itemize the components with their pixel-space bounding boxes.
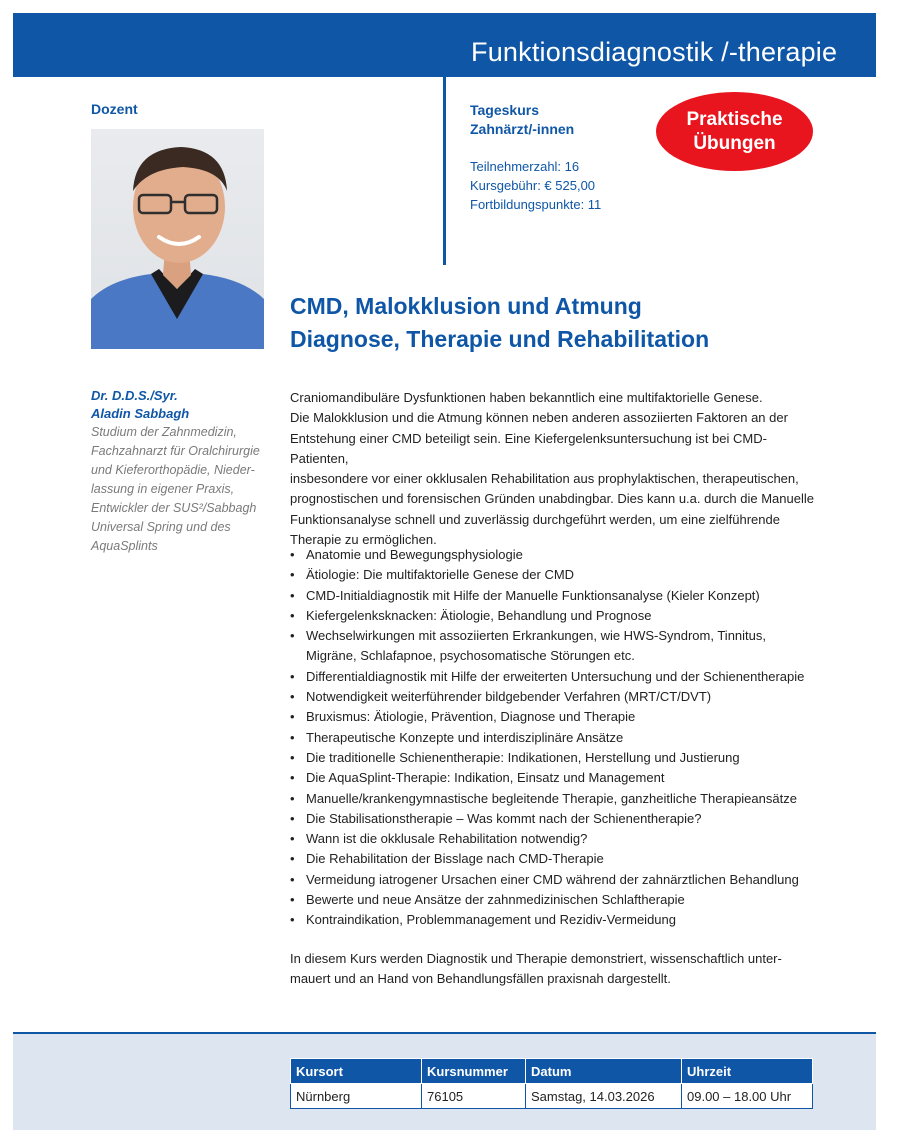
flyer-page <box>13 13 876 1130</box>
cell-date: Samstag, 14.03.2026 <box>526 1084 682 1109</box>
participants: Teilnehmerzahl: 16 <box>470 159 580 174</box>
instructor-block <box>91 387 271 556</box>
intro-line: prognostischen und forensischen Gründen unabdingbar. Dies kann u.a. durch die Manuelle <box>290 491 814 507</box>
course-fee: Kursgebühr: € 525,00 <box>470 178 596 193</box>
topic-item: • Manuelle/krankengymnastische begleitende Therapie, ganzheitliche Therapieansätze <box>290 789 820 809</box>
instructor-name-line2: Aladin Sabbagh <box>91 406 190 421</box>
schedule-header-row <box>291 1059 813 1084</box>
header-kursort: Kursort <box>291 1059 422 1084</box>
course-type-line1: Tageskurs <box>470 102 539 118</box>
header-uhrzeit: Uhrzeit <box>682 1059 813 1084</box>
course-info <box>470 157 601 214</box>
outro-line: mauert und an Hand von Behandlungsfällen praxisnah dargestellt. <box>290 971 671 987</box>
intro-line: insbesondere vor einer okklusalen Rehabilitation aus prophylaktischen, therapeutischen, <box>290 471 799 487</box>
topic-item: • Notwendigkeit weiterführender bildgebender Verfahren (MRT/CT/DVT) <box>290 687 820 707</box>
topic-item: • Ätiologie: Die multifaktorielle Genese der CMD <box>290 565 820 585</box>
topic-item: • Kontraindikation, Problemmanagement und Rezidiv-Vermeidung <box>290 910 820 930</box>
topic-item: • Anatomie und Bewegungsphysiologie <box>290 545 820 565</box>
training-points: Fortbildungspunkte: 11 <box>470 197 602 212</box>
schedule-table <box>290 1058 813 1109</box>
course-type <box>470 101 574 139</box>
topic-item: • CMD-Initialdiagnostik mit Hilfe der Manuelle Funktionsanalyse (Kieler Konzept) <box>290 586 820 606</box>
header-kursnummer: Kursnummer <box>422 1059 526 1084</box>
topic-item: • Wann ist die okklusale Rehabilitation notwendig? <box>290 829 820 849</box>
table-row <box>291 1084 813 1109</box>
bio-line: und Kieferorthopädie, Nieder- <box>91 463 255 477</box>
intro-line: Die Malokklusion und die Atmung können neben anderen assoziierten Faktoren an der <box>290 410 788 426</box>
intro-line: Craniomandibuläre Dysfunktionen haben bekanntlich eine multifaktorielle Genese. <box>290 390 763 405</box>
intro-line: Funktionsanalyse schnell und zuverlässig durchgeführt werden, um eine zielführende <box>290 511 780 527</box>
portrait-illustration <box>91 129 264 349</box>
course-type-line2: Zahnärzt/-innen <box>470 121 575 137</box>
cell-course-number: 76105 <box>422 1084 526 1109</box>
dozent-label: Dozent <box>91 101 138 117</box>
topic-continuation: Migräne, Schlafapnoe, psychosomatische Störungen etc. <box>306 648 635 664</box>
topic-item: • Die traditionelle Schienentherapie: Indikationen, Herstellung und Justierung <box>290 748 820 768</box>
badge-line2: Übungen <box>693 132 776 154</box>
topic-item: • Differentialdiagnostik mit Hilfe der erweiterten Untersuchung und der Schienentherapie <box>290 667 820 687</box>
cell-time: 09.00 – 18.00 Uhr <box>682 1084 813 1109</box>
topic-item: • Therapeutische Konzepte und interdisziplinäre Ansätze <box>290 728 820 748</box>
outro-line: In diesem Kurs werden Diagnostik und Therapie demonstriert, wissenschaftlich unter- <box>290 951 782 966</box>
instructor-name-line1: Dr. D.D.S./Syr. <box>91 388 178 403</box>
bio-line: Studium der Zahnmedizin, <box>91 425 237 439</box>
intro-paragraph <box>290 388 820 550</box>
topic-item: • Vermeidung iatrogener Ursachen einer CMD während der zahnärztlichen Behandlung <box>290 870 820 890</box>
topic-item: • Kiefergelenksknacken: Ätiologie, Behandlung und Prognose <box>290 606 820 626</box>
bio-line: AquaSplints <box>91 539 158 553</box>
header-divider <box>443 13 446 265</box>
intro-line: Entstehung einer CMD beteiligt sein. Eine Kiefergelenksuntersuchung ist bei CMD-Patienten, <box>290 430 767 466</box>
outro-paragraph <box>290 949 820 990</box>
header-datum: Datum <box>526 1059 682 1084</box>
instructor-bio <box>91 423 271 556</box>
topic-list <box>290 545 820 931</box>
topic-item: • Wechselwirkungen mit assoziierten Erkrankungen, wie HWS-Syndrom, Tinnitus, <box>290 626 820 646</box>
course-title-line1: CMD, Malokklusion und Atmung <box>290 293 642 319</box>
intro-line: Therapie zu ermöglichen. <box>290 532 437 548</box>
instructor-photo <box>91 129 264 349</box>
bio-line: Universal Spring und des <box>91 520 231 534</box>
topic-item: • Die AquaSplint-Therapie: Indikation, Einsatz und Management <box>290 768 820 788</box>
bio-line: Entwickler der SUS²/Sabbagh <box>91 501 257 515</box>
course-title-line2: Diagnose, Therapie und Rehabilitation <box>290 326 710 352</box>
topic-item: • Die Rehabilitation der Bisslage nach CMD-Therapie <box>290 849 820 869</box>
practical-exercises-badge <box>656 92 813 171</box>
bio-line: Fachzahnarzt für Oralchirurgie <box>91 444 260 458</box>
topic-item: • Bruxismus: Ätiologie, Prävention, Diagnose und Therapie <box>290 707 820 727</box>
cell-location: Nürnberg <box>291 1084 422 1109</box>
badge-line1: Praktische <box>686 108 783 130</box>
topic-item: • Bewerte und neue Ansätze der zahnmedizinischen Schlaftherapie <box>290 890 820 910</box>
topic-item: • Die Stabilisationstherapie – Was kommt nach der Schienentherapie? <box>290 809 820 829</box>
course-title <box>290 290 709 356</box>
page-title: Funktionsdiagnostik /-therapie <box>471 37 838 67</box>
bio-line: lassung in eigener Praxis, <box>91 482 235 496</box>
